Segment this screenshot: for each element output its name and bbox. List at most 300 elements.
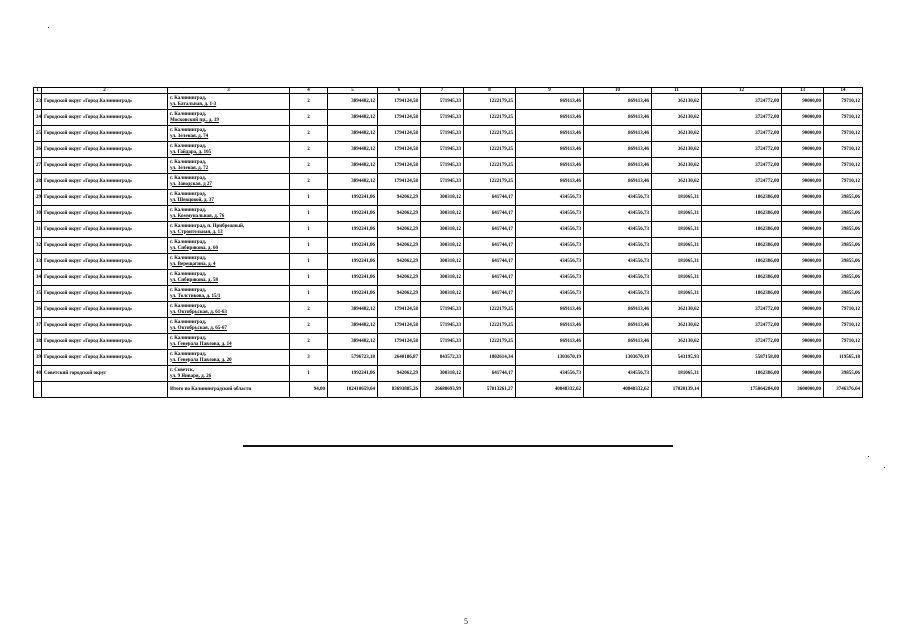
- value-cell: 434556,73: [516, 270, 584, 286]
- address-street: ул. 9 Января, д. 26: [170, 373, 212, 379]
- value-cell: 869113,46: [516, 334, 584, 350]
- value-cell: 1: [290, 222, 328, 238]
- value-cell: 79710,12: [824, 318, 863, 334]
- value-cell: 434556,73: [584, 270, 652, 286]
- row-number-cell: 31: [34, 222, 42, 238]
- value-cell: 571945,33: [421, 126, 464, 142]
- value-cell: 90000,00: [782, 94, 824, 110]
- scan-speck: [884, 467, 885, 468]
- value-cell: 869113,46: [584, 142, 652, 158]
- value-cell: 362130,62: [652, 302, 702, 318]
- value-cell: 434556,73: [516, 238, 584, 254]
- value-cell: 90000,00: [782, 286, 824, 302]
- value-cell: 1992241,06: [328, 238, 378, 254]
- value-cell: 869113,46: [584, 174, 652, 190]
- value-cell: 1: [290, 238, 328, 254]
- value-cell: 300318,12: [421, 222, 464, 238]
- table-row: [34, 126, 863, 142]
- value-cell: 39855,06: [824, 222, 863, 238]
- value-cell: 362130,62: [652, 158, 702, 174]
- value-cell: 434556,73: [584, 222, 652, 238]
- value-cell: 1222179,25: [464, 318, 516, 334]
- address-street: ул. Гайдара, д. 105: [170, 149, 212, 155]
- row-number-cell: 38: [34, 334, 42, 350]
- value-cell: 3724772,00: [702, 110, 782, 126]
- value-cell: 942062,29: [378, 366, 421, 382]
- value-cell: 1222179,25: [464, 158, 516, 174]
- address-cell: [168, 254, 290, 270]
- value-cell: 362130,62: [652, 126, 702, 142]
- row-number-cell: 27: [34, 158, 42, 174]
- address-street: ул. Генерала Павлова, д. 14: [170, 341, 232, 347]
- address-street: ул. Батальная, д. 1-3: [170, 101, 217, 107]
- value-cell: 181065,31: [652, 190, 702, 206]
- value-cell: 90000,00: [782, 110, 824, 126]
- municipality-cell: Городской округ «Город Калининград»: [42, 142, 168, 158]
- address-street: ул. Октябрьская, д. 65-67: [170, 325, 227, 331]
- address-cell: [168, 174, 290, 190]
- table-row: [34, 174, 863, 190]
- value-cell: 3894482,12: [328, 126, 378, 142]
- total-value-cell: 40848332,62: [584, 382, 652, 398]
- value-cell: 1992241,06: [328, 222, 378, 238]
- value-cell: 2: [290, 302, 328, 318]
- address-city: г. Калининград,: [170, 111, 206, 117]
- value-cell: 3894482,12: [328, 158, 378, 174]
- total-value-cell: 94,00: [290, 382, 328, 398]
- value-cell: 3724772,00: [702, 302, 782, 318]
- column-number: 8: [464, 88, 516, 94]
- empty-cell: [34, 382, 42, 398]
- value-cell: 1992241,06: [328, 206, 378, 222]
- total-value-cell: 40848332,62: [516, 382, 584, 398]
- value-cell: 1: [290, 286, 328, 302]
- value-cell: 869113,46: [584, 158, 652, 174]
- table-row: [34, 110, 863, 126]
- address-street: ул. Строительная, д. 13: [170, 229, 223, 235]
- value-cell: 39855,06: [824, 286, 863, 302]
- value-cell: 869113,46: [516, 94, 584, 110]
- value-cell: 90000,00: [782, 158, 824, 174]
- value-cell: 39855,06: [824, 238, 863, 254]
- value-cell: 3724772,00: [702, 318, 782, 334]
- column-number: 11: [652, 88, 702, 94]
- value-cell: 434556,73: [584, 366, 652, 382]
- value-cell: 1862386,00: [702, 238, 782, 254]
- value-cell: 1794124,58: [378, 126, 421, 142]
- value-cell: 434556,73: [584, 254, 652, 270]
- value-cell: 571945,33: [421, 110, 464, 126]
- value-cell: 1222179,25: [464, 174, 516, 190]
- column-number: 5: [328, 88, 378, 94]
- value-cell: 2: [290, 334, 328, 350]
- value-cell: 1: [290, 366, 328, 382]
- address-cell: [168, 158, 290, 174]
- address-city: г. Калининград,: [170, 127, 206, 133]
- value-cell: 942062,29: [378, 206, 421, 222]
- column-number: 12: [702, 88, 782, 94]
- total-value-cell: 57013261,27: [464, 382, 516, 398]
- value-cell: 3724772,00: [702, 126, 782, 142]
- value-cell: 2: [290, 174, 328, 190]
- value-cell: 1862386,00: [702, 254, 782, 270]
- address-cell: [168, 286, 290, 302]
- value-cell: 362130,62: [652, 318, 702, 334]
- value-cell: 1303670,19: [584, 350, 652, 366]
- value-cell: 1862386,00: [702, 206, 782, 222]
- value-cell: 869113,46: [584, 94, 652, 110]
- address-city: г. Калининград,: [170, 319, 206, 325]
- address-cell: [168, 142, 290, 158]
- value-cell: 869113,46: [584, 126, 652, 142]
- address-city: г. Калининград,: [170, 175, 206, 181]
- value-cell: 1794124,58: [378, 302, 421, 318]
- value-cell: 1222179,25: [464, 110, 516, 126]
- value-cell: 1: [290, 270, 328, 286]
- table-row: [34, 238, 863, 254]
- address-cell: [168, 110, 290, 126]
- address-street: ул. Толстикова, д. 15/1: [170, 293, 221, 299]
- value-cell: 300318,12: [421, 238, 464, 254]
- address-cell: [168, 318, 290, 334]
- address-city: г. Калининград,: [170, 255, 206, 261]
- address-cell: [168, 366, 290, 382]
- row-number-cell: 32: [34, 238, 42, 254]
- value-cell: 362130,62: [652, 94, 702, 110]
- value-cell: 90000,00: [782, 302, 824, 318]
- municipality-cell: Городской округ «Город Калининград»: [42, 334, 168, 350]
- value-cell: 543195,93: [652, 350, 702, 366]
- value-cell: 90000,00: [782, 206, 824, 222]
- value-cell: 3894482,12: [328, 174, 378, 190]
- address-street: ул. Генерала Павлова, д. 20: [170, 357, 232, 363]
- value-cell: 571945,33: [421, 158, 464, 174]
- value-cell: 90000,00: [782, 270, 824, 286]
- value-cell: 3894482,12: [328, 142, 378, 158]
- data-table: [33, 87, 863, 398]
- row-number-cell: 24: [34, 110, 42, 126]
- table-row: [34, 302, 863, 318]
- address-cell: [168, 238, 290, 254]
- municipality-cell: Городской округ «Город Калининград»: [42, 158, 168, 174]
- value-cell: 2: [290, 158, 328, 174]
- row-number-cell: 34: [34, 270, 42, 286]
- value-cell: 5796723,18: [328, 350, 378, 366]
- value-cell: 3894482,12: [328, 318, 378, 334]
- row-number-cell: 33: [34, 254, 42, 270]
- table-row: [34, 158, 863, 174]
- total-value-cell: 3746376,64: [824, 382, 863, 398]
- value-cell: 434556,73: [516, 190, 584, 206]
- address-street: ул. Верещагина, д. 4: [170, 261, 216, 267]
- municipality-cell: Городской округ «Город Калининград»: [42, 94, 168, 110]
- column-number: 9: [516, 88, 584, 94]
- row-number-cell: 28: [34, 174, 42, 190]
- value-cell: 181065,31: [652, 286, 702, 302]
- value-cell: 1862386,00: [702, 190, 782, 206]
- municipality-cell: Городской округ «Город Калининград»: [42, 302, 168, 318]
- value-cell: 90000,00: [782, 126, 824, 142]
- value-cell: 434556,73: [584, 190, 652, 206]
- value-cell: 571945,33: [421, 94, 464, 110]
- row-number-cell: 36: [34, 302, 42, 318]
- value-cell: 641744,17: [464, 366, 516, 382]
- value-cell: 942062,29: [378, 222, 421, 238]
- address-cell: [168, 302, 290, 318]
- value-cell: 2: [290, 318, 328, 334]
- value-cell: 2: [290, 126, 328, 142]
- value-cell: 79710,12: [824, 142, 863, 158]
- address-city: г. Калининград,: [170, 95, 206, 101]
- municipality-cell: Городской округ «Город Калининград»: [42, 206, 168, 222]
- value-cell: 571945,33: [421, 174, 464, 190]
- value-cell: 869113,46: [516, 174, 584, 190]
- municipality-cell: Городской округ «Город Калининград»: [42, 110, 168, 126]
- value-cell: 869113,46: [584, 302, 652, 318]
- value-cell: 1794124,58: [378, 110, 421, 126]
- total-label: Итого по Калининградской области: [168, 382, 290, 398]
- value-cell: 571945,33: [421, 318, 464, 334]
- address-cell: [168, 126, 290, 142]
- value-cell: 181065,31: [652, 254, 702, 270]
- value-cell: 90000,00: [782, 254, 824, 270]
- value-cell: 3: [290, 350, 328, 366]
- value-cell: 869113,46: [516, 126, 584, 142]
- value-cell: 90000,00: [782, 190, 824, 206]
- municipality-cell: Советский городской округ: [42, 366, 168, 382]
- value-cell: 90000,00: [782, 222, 824, 238]
- value-cell: 300318,12: [421, 286, 464, 302]
- table-row: [34, 142, 863, 158]
- value-cell: 181065,31: [652, 206, 702, 222]
- municipality-cell: Городской округ «Город Калининград»: [42, 126, 168, 142]
- value-cell: 869113,46: [584, 334, 652, 350]
- value-cell: 2640186,87: [378, 350, 421, 366]
- address-city: г. Калининград,: [170, 191, 206, 197]
- value-cell: 434556,73: [584, 286, 652, 302]
- value-cell: 119565,18: [824, 350, 863, 366]
- total-row: [34, 382, 863, 398]
- value-cell: 3724772,00: [702, 334, 782, 350]
- value-cell: 79710,12: [824, 126, 863, 142]
- value-cell: 869113,46: [584, 318, 652, 334]
- value-cell: 90000,00: [782, 334, 824, 350]
- value-cell: 1794124,58: [378, 94, 421, 110]
- table-row: [34, 334, 863, 350]
- address-city: г. Калининград,: [170, 207, 206, 213]
- address-cell: [168, 222, 290, 238]
- value-cell: 3724772,00: [702, 158, 782, 174]
- column-number: 4: [290, 88, 328, 94]
- value-cell: 362130,62: [652, 334, 702, 350]
- column-number: 6: [378, 88, 421, 94]
- row-number-cell: 26: [34, 142, 42, 158]
- value-cell: 1303670,19: [516, 350, 584, 366]
- value-cell: 641744,17: [464, 238, 516, 254]
- table-body: [34, 88, 863, 398]
- value-cell: 641744,17: [464, 190, 516, 206]
- value-cell: 1862386,00: [702, 270, 782, 286]
- value-cell: 181065,31: [652, 366, 702, 382]
- address-city: г. Советск,: [170, 367, 194, 373]
- value-cell: 942062,29: [378, 238, 421, 254]
- value-cell: 79710,12: [824, 94, 863, 110]
- value-cell: 1992241,06: [328, 286, 378, 302]
- total-value-cell: 3600000,00: [782, 382, 824, 398]
- address-cell: [168, 270, 290, 286]
- address-city: г. Калининград,: [170, 239, 206, 245]
- value-cell: 641744,17: [464, 270, 516, 286]
- table-row: [34, 94, 863, 110]
- address-city: г. Калининград, п. Прибрежный,: [170, 223, 245, 229]
- address-street: ул. Зеленая, д. 72: [170, 165, 209, 171]
- value-cell: 1992241,06: [328, 190, 378, 206]
- column-number: 13: [782, 88, 824, 94]
- column-number: 14: [824, 88, 863, 94]
- value-cell: 3724772,00: [702, 174, 782, 190]
- value-cell: 300318,12: [421, 206, 464, 222]
- value-cell: 300318,12: [421, 270, 464, 286]
- municipality-cell: Городской округ «Город Калининград»: [42, 318, 168, 334]
- table-row: [34, 206, 863, 222]
- value-cell: 90000,00: [782, 142, 824, 158]
- value-cell: 571945,33: [421, 302, 464, 318]
- value-cell: 39855,06: [824, 366, 863, 382]
- value-cell: 869113,46: [516, 302, 584, 318]
- table-row: [34, 350, 863, 366]
- address-street: ул. Сибирякова, д. 60: [170, 245, 218, 251]
- value-cell: 1862386,00: [702, 366, 782, 382]
- value-cell: 79710,12: [824, 110, 863, 126]
- column-number: 3: [168, 88, 290, 94]
- value-cell: 5587158,00: [702, 350, 782, 366]
- row-number-cell: 37: [34, 318, 42, 334]
- value-cell: 1222179,25: [464, 302, 516, 318]
- address-cell: [168, 94, 290, 110]
- value-cell: 90000,00: [782, 350, 824, 366]
- total-value-cell: 175064284,00: [702, 382, 782, 398]
- value-cell: 641744,17: [464, 206, 516, 222]
- empty-cell: [42, 382, 168, 398]
- address-city: г. Калининград,: [170, 351, 206, 357]
- value-cell: 1992241,06: [328, 270, 378, 286]
- address-street: ул. Октябрьская, д. 61-63: [170, 309, 227, 315]
- row-number-cell: 35: [34, 286, 42, 302]
- value-cell: 300318,12: [421, 254, 464, 270]
- value-cell: 1: [290, 206, 328, 222]
- table-row: [34, 286, 863, 302]
- scan-speck: [48, 27, 49, 28]
- value-cell: 300318,12: [421, 190, 464, 206]
- address-street: ул. Коммунальная, д. 76: [170, 213, 225, 219]
- value-cell: 90000,00: [782, 366, 824, 382]
- value-cell: 641744,17: [464, 254, 516, 270]
- column-number: 2: [42, 88, 168, 94]
- value-cell: 3724772,00: [702, 94, 782, 110]
- value-cell: 1794124,58: [378, 334, 421, 350]
- value-cell: 90000,00: [782, 318, 824, 334]
- municipality-cell: Городской округ «Город Калининград»: [42, 174, 168, 190]
- value-cell: 434556,73: [584, 238, 652, 254]
- value-cell: 641744,17: [464, 286, 516, 302]
- value-cell: 79710,12: [824, 334, 863, 350]
- column-number: 7: [421, 88, 464, 94]
- value-cell: 1: [290, 254, 328, 270]
- municipality-cell: Городской округ «Город Калининград»: [42, 254, 168, 270]
- row-number-cell: 29: [34, 190, 42, 206]
- table-row: [34, 318, 863, 334]
- municipality-cell: Городской округ «Город Калининград»: [42, 238, 168, 254]
- value-cell: 181065,31: [652, 270, 702, 286]
- value-cell: 942062,29: [378, 254, 421, 270]
- address-city: г. Калининград,: [170, 271, 206, 277]
- scan-speck: [868, 456, 869, 457]
- table-row: [34, 190, 863, 206]
- address-street: ул. Сибирякова, д. 58: [170, 277, 218, 283]
- row-number-cell: 39: [34, 350, 42, 366]
- value-cell: 300318,12: [421, 366, 464, 382]
- municipality-cell: Городской округ «Город Калининград»: [42, 350, 168, 366]
- table-row: [34, 254, 863, 270]
- address-cell: [168, 334, 290, 350]
- horizontal-rule: [243, 445, 673, 447]
- value-cell: 1992241,06: [328, 366, 378, 382]
- value-cell: 2: [290, 110, 328, 126]
- value-cell: 2: [290, 94, 328, 110]
- value-cell: 3894482,12: [328, 334, 378, 350]
- value-cell: 1992241,06: [328, 254, 378, 270]
- value-cell: 1794124,58: [378, 142, 421, 158]
- address-street: ул. Зеленая, д. 74: [170, 133, 209, 139]
- table-row: [34, 270, 863, 286]
- value-cell: 39855,06: [824, 270, 863, 286]
- value-cell: 1802614,34: [464, 350, 516, 366]
- address-cell: [168, 206, 290, 222]
- value-cell: 1222179,25: [464, 126, 516, 142]
- value-cell: 39855,06: [824, 190, 863, 206]
- address-city: г. Калининград,: [170, 335, 206, 341]
- value-cell: 90000,00: [782, 238, 824, 254]
- value-cell: 3894482,12: [328, 110, 378, 126]
- value-cell: 181065,31: [652, 222, 702, 238]
- total-value-cell: 17020139,14: [652, 382, 702, 398]
- municipality-cell: Городской округ «Город Калининград»: [42, 286, 168, 302]
- table-row: [34, 222, 863, 238]
- value-cell: 942062,29: [378, 190, 421, 206]
- value-cell: 434556,73: [516, 286, 584, 302]
- value-cell: 1222179,25: [464, 334, 516, 350]
- value-cell: 1794124,58: [378, 158, 421, 174]
- column-number: 1: [34, 88, 42, 94]
- value-cell: 641744,17: [464, 222, 516, 238]
- value-cell: 843572,33: [421, 350, 464, 366]
- value-cell: 39855,06: [824, 254, 863, 270]
- address-street: ул. Шевцовой, д. 37: [170, 197, 214, 203]
- municipality-cell: Городской округ «Город Калининград»: [42, 222, 168, 238]
- total-value-cell: 83693885,26: [378, 382, 421, 398]
- page-number: 5: [464, 617, 468, 626]
- value-cell: 869113,46: [516, 158, 584, 174]
- address-city: г. Калининград,: [170, 143, 206, 149]
- value-cell: 1222179,25: [464, 94, 516, 110]
- value-cell: 434556,73: [516, 254, 584, 270]
- municipality-cell: Городской округ «Город Калининград»: [42, 190, 168, 206]
- value-cell: 434556,73: [584, 206, 652, 222]
- value-cell: 90000,00: [782, 174, 824, 190]
- value-cell: 434556,73: [516, 366, 584, 382]
- value-cell: 869113,46: [516, 142, 584, 158]
- value-cell: 434556,73: [516, 206, 584, 222]
